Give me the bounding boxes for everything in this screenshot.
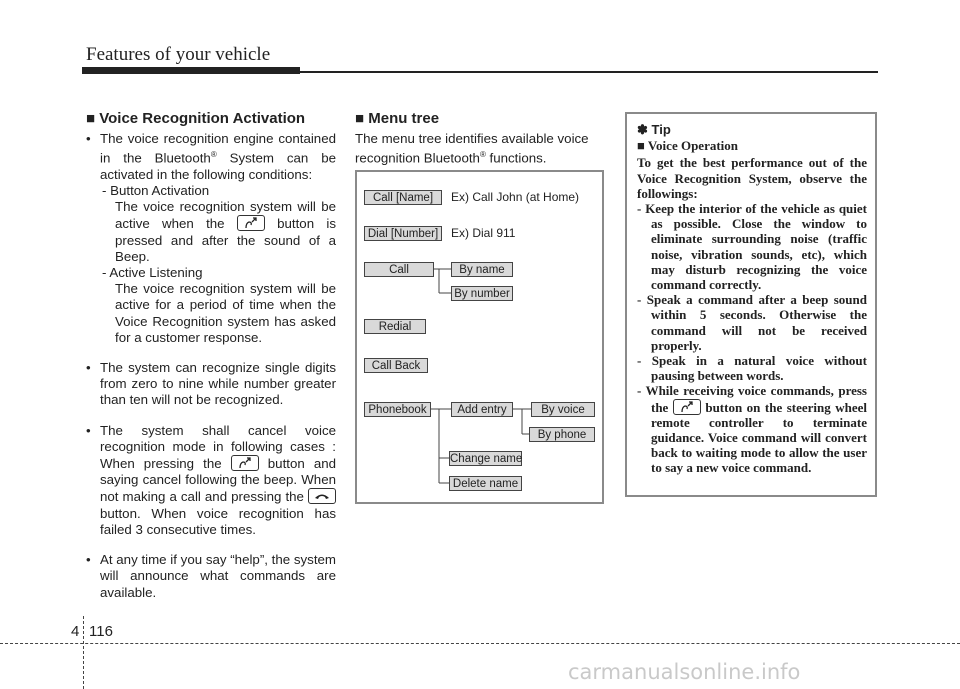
menu-tree-intro: The menu tree identifies available voice recognition Bluetooth® functions. (355, 131, 589, 166)
tip-intro: To get the best performance out of the Voice Recognition System, observe the followings: (637, 155, 867, 201)
node-by-voice: By voice (531, 402, 595, 417)
call-name-example: Ex) Call John (at Home) (451, 190, 580, 204)
voice-activation-heading: ■ Voice Recognition Activation (86, 110, 306, 127)
button-activation-text: The voice recognition system will be active when the button is pressed and after the sound of a Beep. (115, 199, 336, 264)
footer-horizontal-rule (0, 643, 960, 644)
node-call-name: Call [Name] (364, 190, 442, 205)
tip-subheading: ■ Voice Operation (637, 138, 739, 154)
button-activation-label: - Button Activation (102, 183, 210, 199)
active-listening-label: - Active Listening (102, 265, 203, 281)
node-add-entry: Add entry (451, 402, 513, 417)
talk-button-icon (231, 455, 259, 471)
cancel-paragraph: • The system shall cancel voice recognition mode in following cases : When pressing the button and saying cancel following the beep. When not making a call and pressing the button. When voice recognition has failed 3 consecutive times. (86, 423, 336, 538)
node-redial: Redial (364, 319, 426, 334)
node-by-number: By number (451, 286, 513, 301)
node-by-name: By name (451, 262, 513, 277)
header-rule (300, 71, 878, 73)
menu-tree-diagram (355, 170, 604, 504)
tip-heading: ✽ Tip (637, 122, 671, 137)
menu-tree-section (355, 110, 605, 167)
page-header-title: Features of your vehicle (86, 44, 271, 65)
active-listening-text: The voice recognition system will be active for a period of time when the Voice Recognition system has asked for a customer response. (115, 281, 336, 345)
intro-paragraph: • The voice recognition engine contained in the Bluetooth® System can be activated in the following conditions: (86, 131, 336, 183)
menu-tree-heading: ■ Menu tree (355, 110, 440, 127)
node-delete-name: Delete name (449, 476, 522, 491)
dial-number-example: Ex) Dial 911 (451, 226, 516, 240)
node-dial-number: Dial [Number] (364, 226, 442, 241)
tip-item: - Speak in a natural voice without pausing between words. (637, 353, 867, 384)
watermark: carmanualsonline.info (568, 660, 801, 684)
talk-button-icon (237, 215, 265, 231)
talk-button-icon (673, 399, 701, 415)
footer-vertical-rule (83, 616, 84, 689)
node-change-name: Change name (450, 453, 523, 465)
tip-item: - Speak a command after a beep sound within 5 seconds. Otherwise the command will not be received properly. (637, 292, 867, 353)
tip-item: - Keep the interior of the vehicle as quiet as possible. Close the window to eliminate surrounding noise (traffic noise, vibration sounds, etc), which may disturb recognizing the voice command correctly. (637, 201, 867, 293)
tip-box (625, 112, 877, 497)
node-by-phone: By phone (529, 427, 595, 442)
node-call: Call (364, 262, 434, 277)
hang-up-button-icon (308, 488, 336, 504)
voice-activation-section (86, 110, 336, 601)
help-paragraph: • At any time if you say “help”, the system will announce what commands are available. (86, 552, 336, 601)
node-phonebook: Phonebook (364, 402, 431, 417)
header-bar (82, 67, 300, 74)
page-number: 116 (89, 623, 113, 640)
node-call-back: Call Back (364, 358, 428, 373)
tip-item-last: - While receiving voice commands, press the button on the steering wheel remote controller to terminate guidance. Voice command will convert back to waiting mode to allow the user to say a new voice command. (637, 383, 868, 476)
chapter-number: 4 (71, 623, 80, 640)
digits-paragraph: • The system can recognize single digits from zero to nine while number greater than ten will not be recognized. (86, 360, 336, 409)
